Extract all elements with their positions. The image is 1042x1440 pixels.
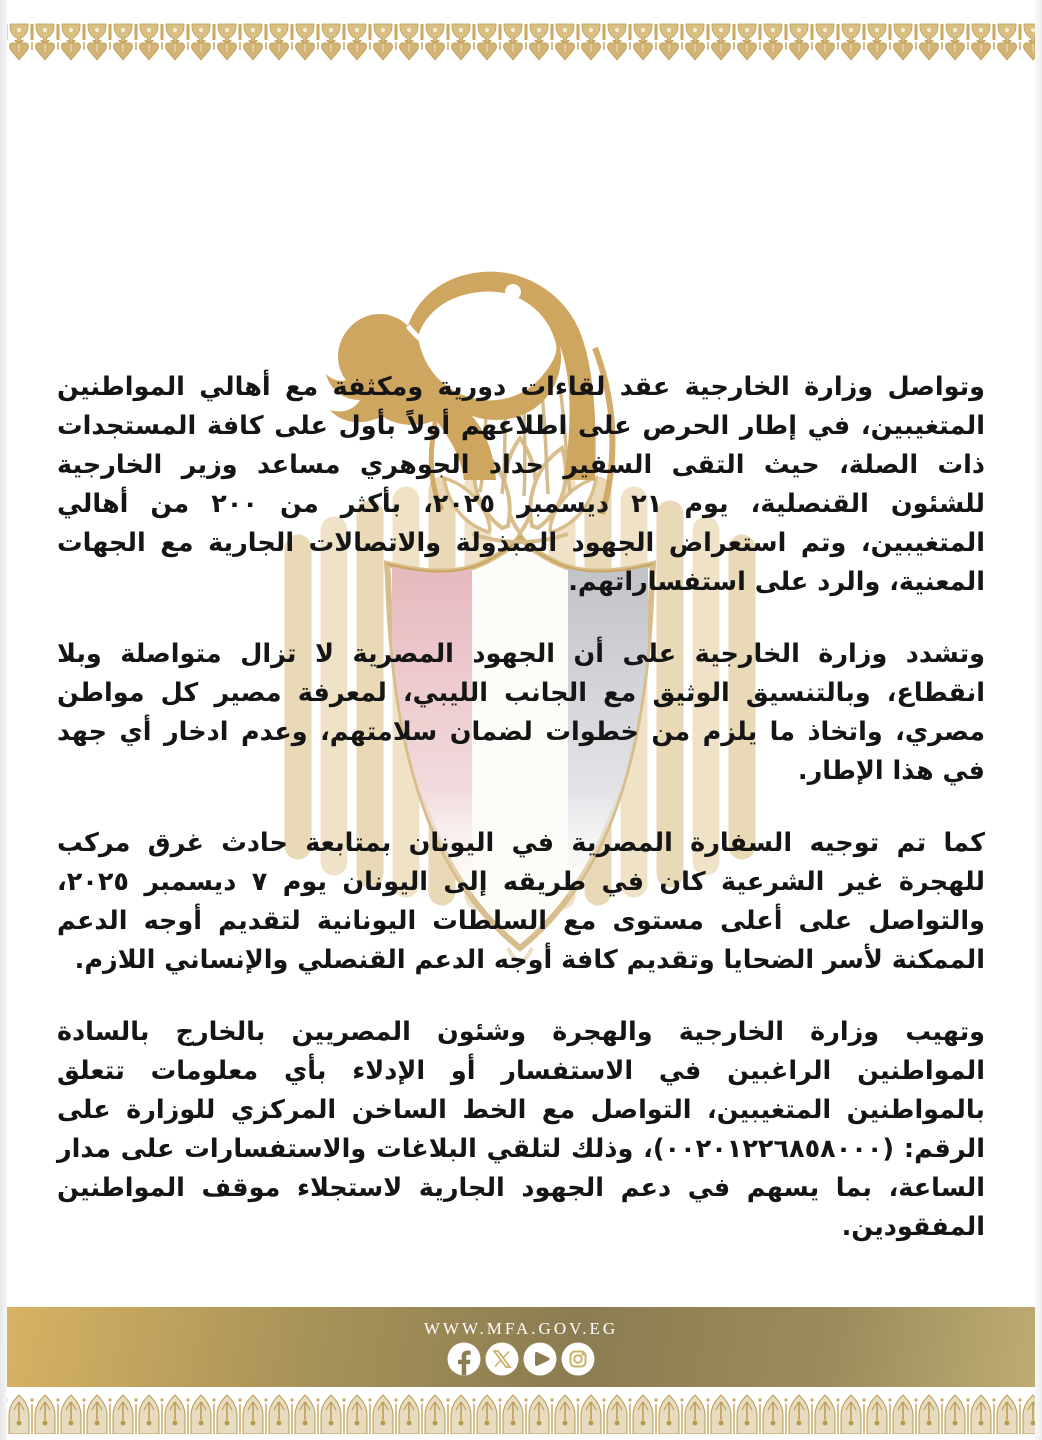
top-ornament-border xyxy=(6,22,1036,62)
paragraph-3: كما تم توجيه السفارة المصرية في اليونان بمتابعة حادث غرق مركب للهجرة غير الشرعية كان في طريقه إلى اليونان يوم ٧ ديسمبر ٢٠٢٥، والتواصل على أعلى مستوى مع السلطات اليونانية لتقديم أوجه الدعم الممكنة لأسر الضحايا وتقديم كافة أوجه الدعم القنصلي والإنساني اللازم. xyxy=(57,828,985,975)
page-edge-right xyxy=(1035,0,1042,1440)
mfa-website-url[interactable]: WWW.MFA.GOV.EG xyxy=(423,1318,619,1338)
press-release-body xyxy=(57,368,985,1280)
facebook-icon[interactable] xyxy=(447,1342,481,1376)
footer-band xyxy=(6,1307,1036,1387)
paragraph-1: وتواصل وزارة الخارجية عقد لقاءات دورية ومكثفة مع أهالي المواطنين المتغيبين، في إطار الحرص على اطلاعهم أولاً بأول على كافة المستجدات ذات الصلة، حيث التقى السفير حداد الجوهري مساعد وزير الخارجية للشئون القنصلية، يوم ٢١ ديسمبر ٢٠٢٥، بأكثر من ٢٠٠ من أهالي المتغيبين، وتم استعراض الجهود المبذولة والاتصالات الجارية مع الجهات المعنية، والرد على استفساراتهم. xyxy=(57,372,986,597)
bottom-ornament-border xyxy=(6,1390,1036,1434)
instagram-icon[interactable] xyxy=(561,1342,595,1376)
social-icons-row xyxy=(447,1342,595,1376)
paragraph-2: وتشدد وزارة الخارجية على أن الجهود المصرية لا تزال متواصلة وبلا انقطاع، وبالتنسيق الوثيق مع الجانب الليبي، لمعرفة مصير كل مواطن مصري، واتخاذ ما يلزم من خطوات لضمان سلامتهم، وعدم ادخار أي جهد في هذا الإطار. xyxy=(57,639,985,786)
x-twitter-icon[interactable] xyxy=(485,1342,519,1376)
youtube-icon[interactable] xyxy=(523,1342,557,1376)
page-edge-left xyxy=(0,0,7,1440)
paragraph-4: وتهيب وزارة الخارجية والهجرة وشئون المصريين بالخارج بالسادة المواطنين الراغبين في الاستفسار أو الإدلاء بأي معلومات تتعلق بالمواطنين المتغيبين، التواصل مع الخط الساخن المركزي للوزارة على الرقم: (٠٠٢٠١٢٢٦٨٥٨٠٠٠)، وذلك لتلقي البلاغات والاستفسارات على مدار الساعة، بما يسهم في دعم الجهود الجارية لاستجلاء موقف المواطنين المفقودين. xyxy=(57,1017,985,1242)
